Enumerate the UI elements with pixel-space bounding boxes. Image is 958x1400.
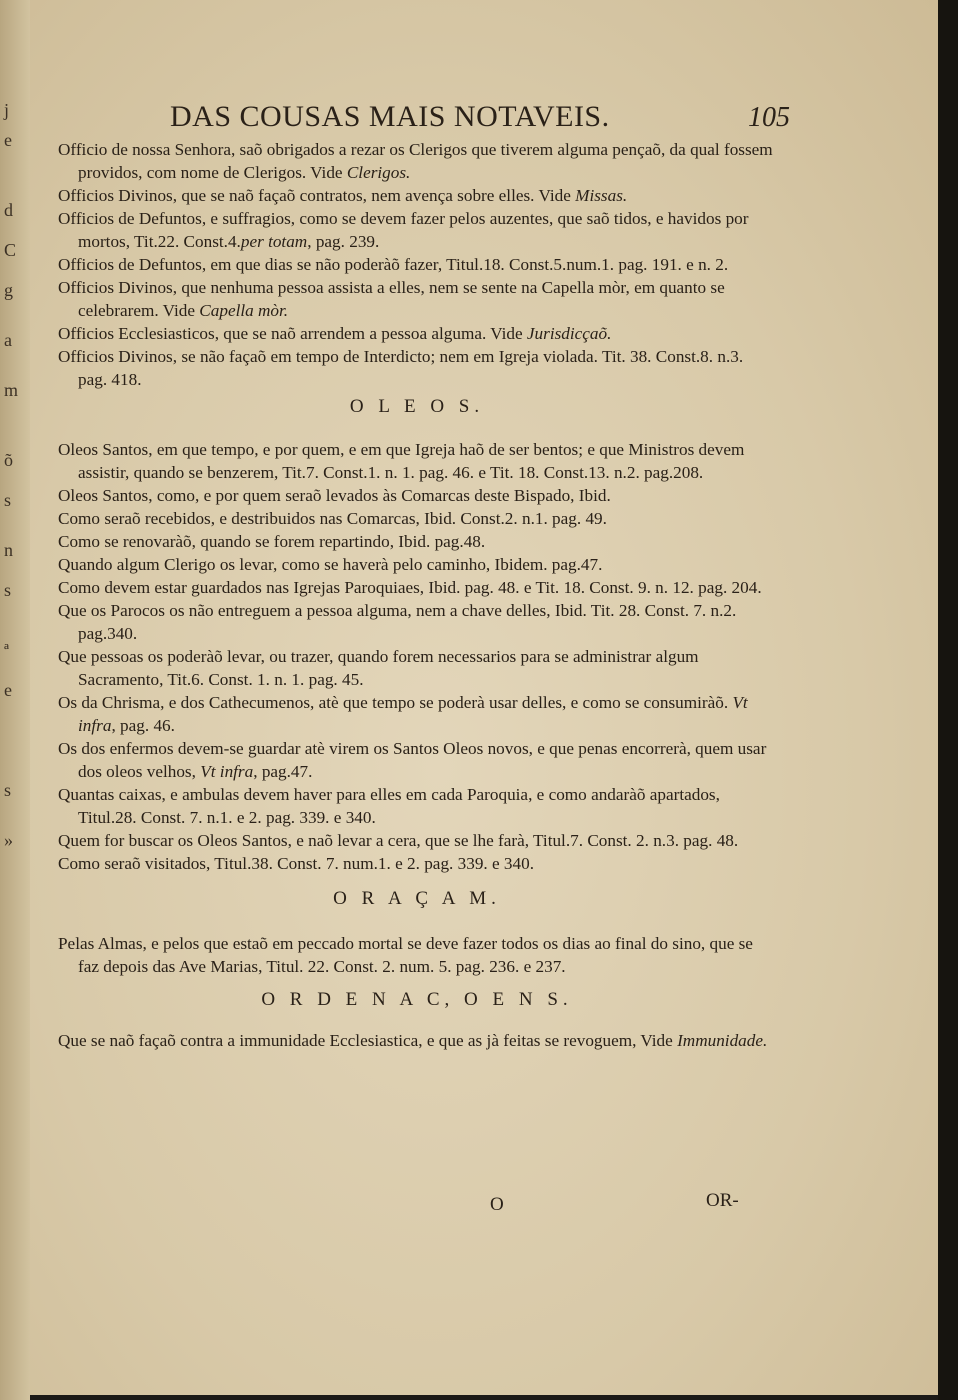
entry-text: Oleos Santos, em que tempo, e por quem, e em que Igreja haõ de ser bentos; e que Ministros devem assistir, quando se benzerem, Tit.7. Const.1. n. 1. pag. 46. e Tit. 18. Const.13. n.2. pag.208.	[58, 440, 745, 482]
index-entry	[58, 507, 776, 530]
margin-fragment: C	[4, 240, 17, 260]
section-heading-oracam: O R A Ç A M.	[333, 888, 501, 909]
entry-text: Os dos enfermos devem-se guardar atè virem os Santos Oleos novos, e que penas encorrerà, quem usar dos oleos velhos,	[58, 739, 767, 781]
margin-fragment: e	[4, 130, 12, 150]
index-entry	[58, 438, 776, 484]
entry-reference: Missas.	[575, 186, 628, 205]
entry-text: Os da Chrisma, e dos Cathecumenos, atè que tempo se poderà usar delles, e como se consumiràõ.	[58, 693, 733, 712]
index-entry	[58, 599, 776, 645]
index-entry	[58, 253, 776, 276]
oleos-entries	[58, 438, 776, 875]
entry-text: Officios Divinos, se não façaõ em tempo de Interdicto; nem em Igreja violada. Tit. 38. Const.8. n.3. pag. 418.	[58, 347, 744, 389]
page-number: 105	[748, 102, 790, 133]
entry-reference: Jurisdicçaõ.	[526, 324, 612, 343]
page-footer	[30, 1188, 938, 1218]
section-heading-ordenacoens: O R D E N A C, O E N S.	[261, 989, 573, 1010]
index-entry	[58, 1029, 776, 1052]
margin-fragment: s	[4, 490, 12, 510]
entry-text: Quem for buscar os Oleos Santos, e naõ levar a cera, que se lhe farà, Titul.7. Const. 2. n.3. pag. 48.	[58, 831, 739, 850]
index-entry	[58, 645, 776, 691]
entry-reference: Immunidade.	[677, 1031, 768, 1050]
oracam-entries	[58, 932, 776, 978]
index-entry	[58, 530, 776, 553]
index-text-body	[58, 138, 776, 1052]
signature-mark: O	[490, 1194, 504, 1215]
entry-reference: Clerigos.	[346, 163, 411, 182]
catchword: OR-	[706, 1190, 739, 1211]
entry-text: Officios Divinos, que se naõ façaõ contratos, nem avença sobre elles. Vide	[58, 186, 576, 205]
margin-fragment: d	[4, 200, 13, 220]
entry-text: Que os Parocos os não entreguem a pessoa alguma, nem a chave delles, Ibid. Tit. 28. Const. 7. n.2. pag.340.	[58, 601, 737, 643]
entry-text: Quando algum Clerigo os levar, como se haverà pelo caminho, Ibidem. pag.47.	[58, 555, 603, 574]
margin-fragment: g	[4, 280, 13, 300]
entry-text: Officios Divinos, que nenhuma pessoa assista a elles, nem se sente na Capella mòr, em quanto se celebrarem. Vide	[58, 278, 725, 320]
margin-fragment: j	[4, 100, 10, 120]
index-entry	[58, 322, 776, 345]
index-entry	[58, 932, 776, 978]
entry-text: Como seraõ visitados, Titul.38. Const. 7. num.1. e 2. pag. 339. e 340.	[58, 854, 535, 873]
ordenacoens-entries	[58, 1029, 776, 1052]
entry-tail: , pag.47.	[253, 762, 313, 781]
entry-reference: Capella mòr.	[199, 301, 289, 320]
margin-fragment: n	[4, 540, 13, 560]
index-entry	[58, 184, 776, 207]
margin-fragment: »	[4, 830, 13, 850]
margin-fragment: e	[4, 680, 12, 700]
entry-text: Officios de Defuntos, em que dias se não poderàõ fazer, Titul.18. Const.5.num.1. pag. 191. e n. 2.	[58, 255, 729, 274]
margin-fragment: m	[4, 380, 19, 400]
margin-fragment: ª	[4, 640, 9, 660]
running-header	[170, 100, 790, 140]
entry-tail: , pag. 239.	[307, 232, 380, 251]
index-entry	[58, 737, 776, 783]
entry-text: Como devem estar guardados nas Igrejas Paroquiaes, Ibid. pag. 48. e Tit. 18. Const. 9. n. 12. pag. 204.	[58, 578, 762, 597]
index-entry	[58, 852, 776, 875]
entry-tail: , pag. 46.	[111, 716, 175, 735]
index-entry	[58, 576, 776, 599]
entry-text: Officio de nossa Senhora, saõ obrigados a rezar os Clerigos que tiverem alguma pençaõ, da qual fossem providos, com nome de Clerigos. Vide	[58, 140, 773, 182]
index-entry	[58, 691, 776, 737]
header-title: DAS COUSAS MAIS NOTAVEIS.	[170, 100, 610, 133]
index-entry	[58, 783, 776, 829]
entry-text: Que se naõ façaõ contra a immunidade Ecclesiastica, e que as jà feitas se revoguem, Vide	[58, 1031, 678, 1050]
entry-text: Officios Ecclesiasticos, que se naõ arrendem a pessoa alguma. Vide	[58, 324, 527, 343]
entry-text: Quantas caixas, e ambulas devem haver para elles em cada Paroquia, e como andaràõ apartados, Titul.28. Const. 7. n.1. e 2. pag. 339. e 340.	[58, 785, 720, 827]
index-entry	[58, 207, 776, 253]
entry-text: Como se renovaràõ, quando se forem repartindo, Ibid. pag.48.	[58, 532, 486, 551]
section-heading-oleos: O L E O S.	[349, 396, 485, 417]
index-entry	[58, 553, 776, 576]
dark-background-edge	[938, 0, 958, 1400]
entry-text: Que pessoas os poderàõ levar, ou trazer, quando forem necessarios para se administrar algum Sacramento, Tit.6. Const. 1. n. 1. pag. 45.	[58, 647, 699, 689]
entry-text: Oleos Santos, como, e por quem seraõ levados às Comarcas deste Bispado, Ibid.	[58, 486, 611, 505]
index-entry	[58, 484, 776, 507]
officios-entries	[58, 138, 776, 391]
entry-text: Officios de Defuntos, e suffragios, como se devem fazer pelos auzentes, que saõ tidos, e havidos por mortos, Tit.22. Const.4.	[58, 209, 749, 251]
index-entry	[58, 276, 776, 322]
margin-fragment: a	[4, 330, 12, 350]
entry-text: Pelas Almas, e pelos que estaõ em peccado mortal se deve fazer todos os dias ao final do sino, que se faz depois das Ave Marias, Titul. 22. Const. 2. num. 5. pag. 236. e 237.	[58, 934, 753, 976]
index-entry	[58, 345, 776, 391]
margin-fragment: õ	[4, 450, 13, 470]
entry-reference: Vt infra	[200, 762, 254, 781]
margin-fragment: s	[4, 580, 12, 600]
entry-reference: per totam	[240, 232, 308, 251]
entry-text: Como seraõ recebidos, e destribuidos nas Comarcas, Ibid. Const.2. n.1. pag. 49.	[58, 509, 607, 528]
index-entry	[58, 829, 776, 852]
entry-reference: Vt infra	[78, 693, 748, 735]
index-entry	[58, 138, 776, 184]
margin-fragment: s	[4, 780, 12, 800]
book-page	[30, 0, 938, 1395]
